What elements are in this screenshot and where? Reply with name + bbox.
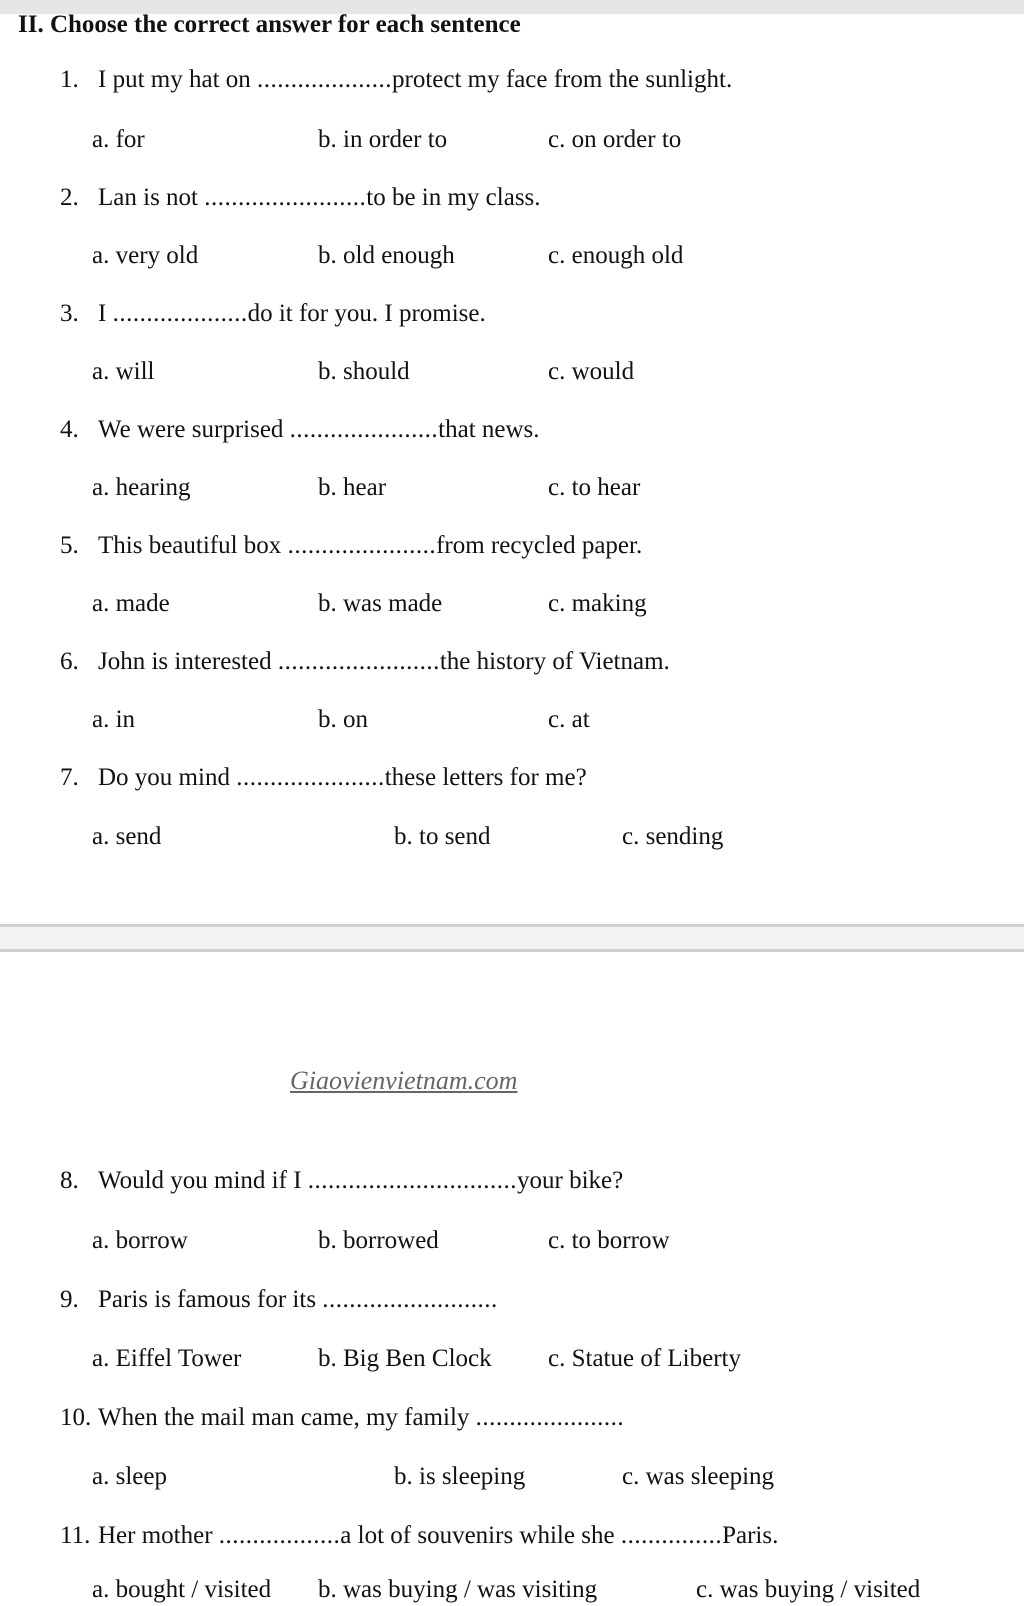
q4-option-a[interactable]: a. hearing — [92, 474, 191, 501]
watermark: Giaovienvietnam.com — [290, 1066, 518, 1095]
q11-option-b[interactable]: b. was buying / was visiting — [318, 1576, 598, 1603]
question-9: 9. Paris is famous for its .......................... — [60, 1286, 498, 1313]
q9-option-b[interactable]: b. Big Ben Clock — [318, 1345, 492, 1372]
q2-option-a[interactable]: a. very old — [92, 242, 199, 269]
page-separator-bottom — [0, 949, 1024, 952]
q7-option-a[interactable]: a. send — [92, 823, 162, 850]
q4-option-b[interactable]: b. hear — [318, 474, 387, 501]
q3-option-c[interactable]: c. would — [548, 358, 635, 385]
question-10: 10. When the mail man came, my family ...................... — [60, 1404, 625, 1431]
page-separator-band — [0, 927, 1024, 949]
q1-option-c[interactable]: c. on order to — [548, 126, 682, 153]
question-6: 6. John is interested ........................the history of Vietnam. — [60, 648, 670, 675]
question-8: 8. Would you mind if I ...............................your bike? — [60, 1167, 624, 1194]
q6-option-b[interactable]: b. on — [318, 706, 368, 733]
q5-option-c[interactable]: c. making — [548, 590, 647, 617]
question-1: 1. I put my hat on ....................protect my face from the sunlight. — [60, 66, 733, 93]
q11-option-a[interactable]: a. bought / visited — [92, 1576, 272, 1603]
q2-option-b[interactable]: b. old enough — [318, 242, 455, 269]
q3-option-a[interactable]: a. will — [92, 358, 155, 385]
q8-option-c[interactable]: c. to borrow — [548, 1227, 670, 1254]
question-2: 2. Lan is not ........................to be in my class. — [60, 184, 541, 211]
q5-option-b[interactable]: b. was made — [318, 590, 443, 617]
question-5: 5. This beautiful box ......................from recycled paper. — [60, 532, 643, 559]
q4-option-c[interactable]: c. to hear — [548, 474, 641, 501]
q8-option-a[interactable]: a. borrow — [92, 1227, 188, 1254]
q2-option-c[interactable]: c. enough old — [548, 242, 684, 269]
q3-option-b[interactable]: b. should — [318, 358, 410, 385]
q10-option-a[interactable]: a. sleep — [92, 1463, 167, 1490]
q1-option-a[interactable]: a. for — [92, 126, 145, 153]
q7-option-b[interactable]: b. to send — [394, 823, 491, 850]
q8-option-b[interactable]: b. borrowed — [318, 1227, 439, 1254]
section-heading: II. Choose the correct answer for each sentence — [18, 11, 521, 38]
q6-option-a[interactable]: a. in — [92, 706, 136, 733]
question-7: 7. Do you mind ......................these letters for me? — [60, 764, 587, 791]
q10-option-b[interactable]: b. is sleeping — [394, 1463, 526, 1490]
q9-option-a[interactable]: a. Eiffel Tower — [92, 1345, 242, 1372]
q1-option-b[interactable]: b. in order to — [318, 126, 448, 153]
question-4: 4. We were surprised ......................that news. — [60, 416, 540, 443]
q9-option-c[interactable]: c. Statue of Liberty — [548, 1345, 741, 1372]
q11-option-c[interactable]: c. was buying / visited — [696, 1576, 921, 1603]
question-3: 3. I ....................do it for you. I promise. — [60, 300, 486, 327]
q5-option-a[interactable]: a. made — [92, 590, 170, 617]
q7-option-c[interactable]: c. sending — [622, 823, 724, 850]
q6-option-c[interactable]: c. at — [548, 706, 590, 733]
question-11: 11. Her mother ..................a lot of souvenirs while she ...............Paris. — [60, 1522, 779, 1549]
q10-option-c[interactable]: c. was sleeping — [622, 1463, 775, 1490]
